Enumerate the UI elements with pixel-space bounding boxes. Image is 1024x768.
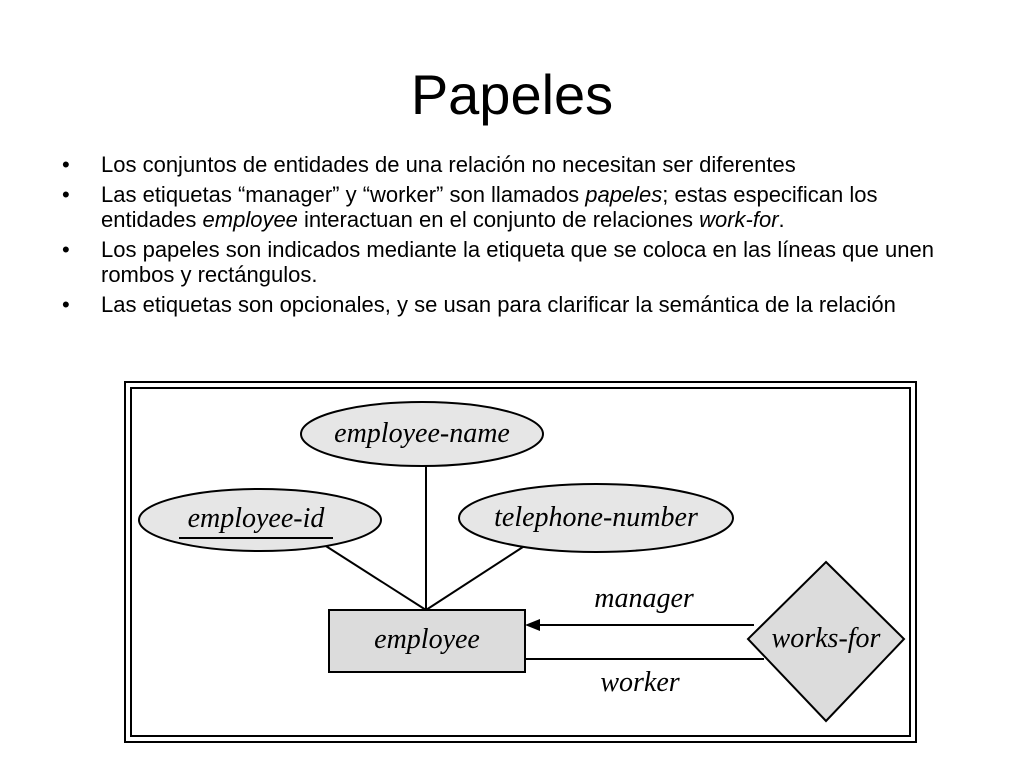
bullet-item [62,237,972,287]
relationship-works-for-label: works-for [771,623,881,654]
bullet-marker: • [62,237,70,262]
bullet-item [62,292,972,317]
bullet-text: Los conjuntos de entidades de una relación no necesitan ser diferentes [101,152,796,177]
line-id-to-employee [318,541,426,610]
line-phone-to-employee [426,545,526,610]
bullet-text: Las etiquetas “manager” y “worker” son llamados [101,182,586,207]
bullet-text: . [778,207,785,232]
attribute-telephone-number-label: telephone-number [494,502,698,533]
er-diagram [124,381,917,743]
attribute-employee-id-label: employee-id [187,503,325,534]
role-label-manager: manager [594,583,694,614]
bullet-text: Las etiquetas son opcionales, y se usan para clarificar la semántica de la relación [101,292,896,317]
bullet-item [62,182,972,232]
attribute-employee-name-label: employee-name [334,418,510,449]
arrow-head-icon [525,619,540,631]
entity-employee-label: employee [374,624,480,655]
bullet-marker: • [62,182,70,207]
bullet-list [62,152,972,322]
bullet-text: ; estas especifican los entidades [101,182,878,232]
role-label-worker: worker [600,667,680,698]
bullet-marker: • [62,152,70,177]
bullet-text: Los papeles son indicados mediante la etiqueta que se coloca en las líneas que unen rombos y rectángulos. [101,237,934,287]
slide-title: Papeles [410,63,614,126]
term-employee: employee [202,207,298,232]
term-papeles: papeles [585,182,663,207]
bullet-text: interactuan en el conjunto de relaciones [297,207,700,232]
bullet-item [62,152,972,177]
term-work-for: work-for [699,207,779,232]
bullet-marker: • [62,292,70,317]
